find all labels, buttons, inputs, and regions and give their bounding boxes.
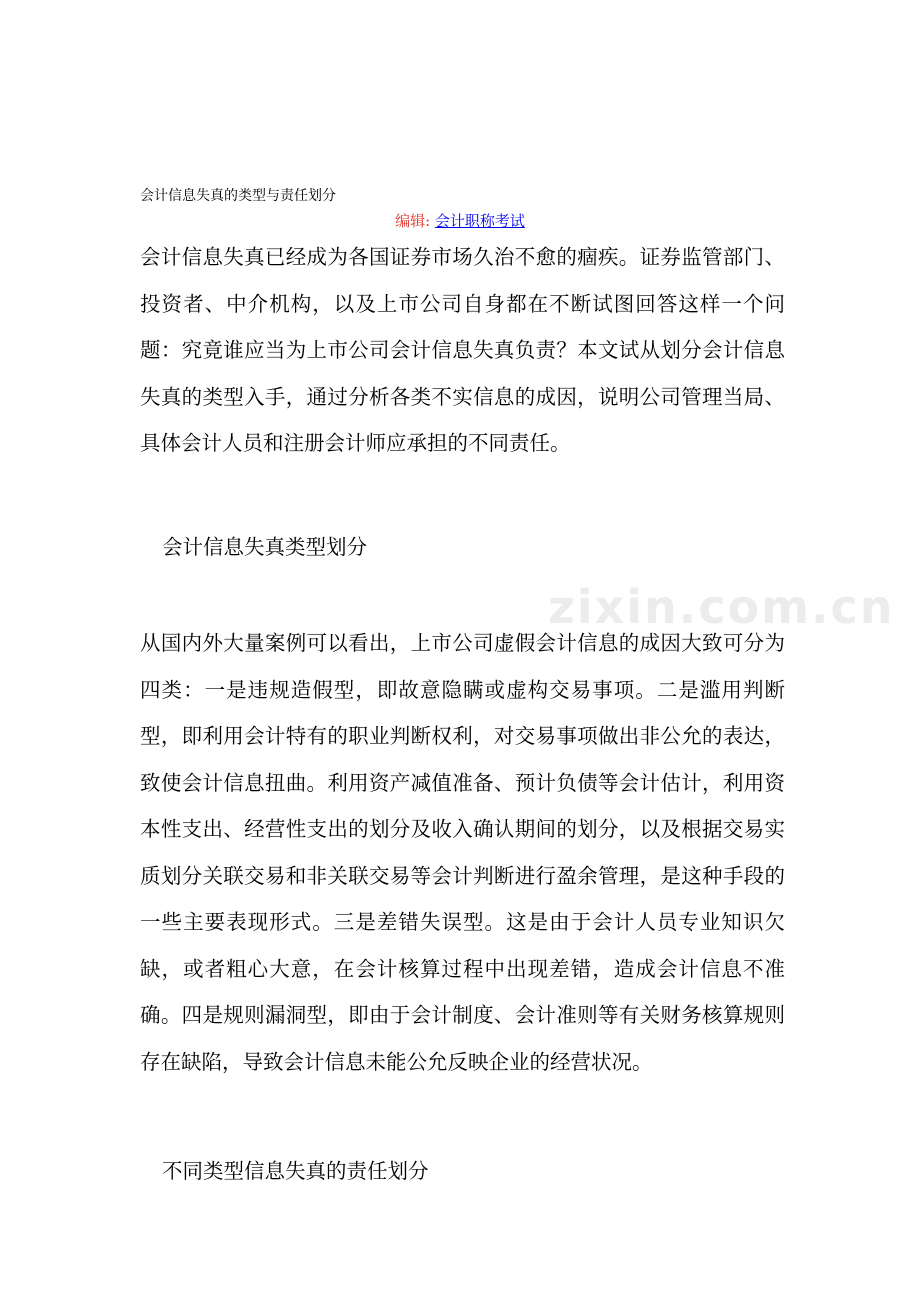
editor-link[interactable]: 会计职称考试 bbox=[434, 212, 525, 230]
watermark: zixin.com.cn bbox=[548, 580, 895, 634]
section-paragraph-types: 从国内外大量案例可以看出，上市公司虚假会计信息的成因大致可分为四类：一是违规造假型，即故意隐瞒或虚构交易事项。二是滥用判断型，即利用会计特有的职业判断权利，对交易事项做出非公允的表达，致使会计信息扭曲。利用资产减值准备、预计负债等会计估计，利用资本性支出、经营性支出的划分及收入确认期间的划分，以及根据交易实质划分关联交易和非关联交易等会计判断进行盈余管理，是这种手段的一些主要表现形式。三是差错失误型。这是由于会计人员专业知识欠缺，或者粗心大意，在会计核算过程中出现差错，造成会计信息不准确。四是规则漏洞型，即由于会计制度、会计准则等有关财务核算规则存在缺陷，导致会计信息未能公允反映企业的经营状况。 bbox=[140, 631, 785, 1074]
intro-paragraph: 会计信息失真已经成为各国证券市场久治不愈的痼疾。证券监管部门、投资者、中介机构，以及上市公司自身都在不断试图回答这样一个问题：究竟谁应当为上市公司会计信息失真负责？本文试从划分会计信息失真的类型入手，通过分析各类不实信息的成因，说明公司管理当局、具体会计人员和注册会计师应承担的不同责任。 bbox=[140, 245, 785, 455]
section-heading-types: 会计信息失真类型划分 bbox=[162, 535, 367, 559]
document-title: 会计信息失真的类型与责任划分 bbox=[140, 188, 336, 204]
editor-label: 编辑: bbox=[395, 212, 431, 230]
section-heading-responsibility: 不同类型信息失真的责任划分 bbox=[162, 1159, 429, 1183]
editor-line bbox=[0, 210, 920, 232]
